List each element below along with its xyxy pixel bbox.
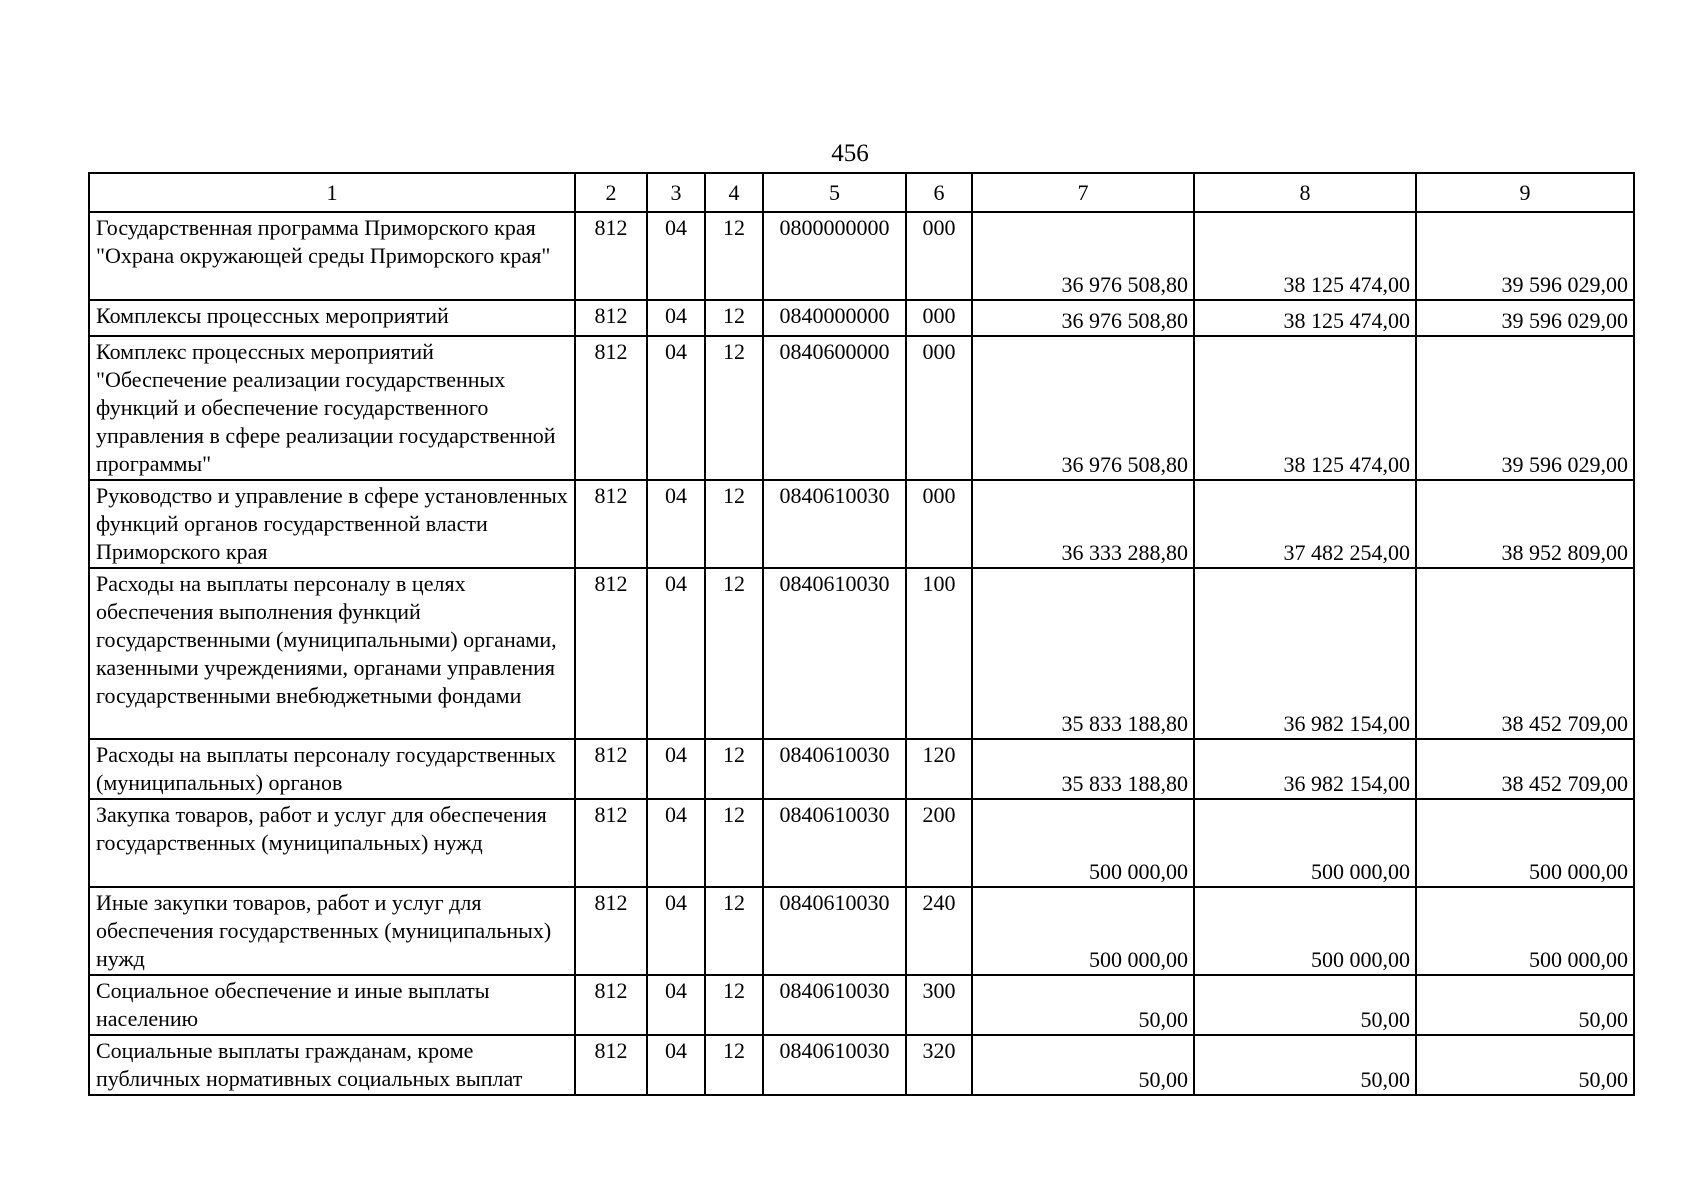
- row-amount-9: 39 596 029,00: [1416, 300, 1634, 336]
- row-gr: 812: [575, 480, 647, 568]
- row-vr: 300: [906, 975, 972, 1035]
- budget-table: [88, 172, 1635, 1096]
- row-amount-9: 38 452 709,00: [1416, 739, 1634, 799]
- row-amount-8: 38 125 474,00: [1194, 336, 1416, 480]
- row-pr: 12: [705, 300, 763, 336]
- table-row: [89, 480, 1634, 568]
- column-header-6: 6: [906, 173, 972, 212]
- row-amount-7: 50,00: [972, 975, 1194, 1035]
- header-row: [89, 173, 1634, 212]
- column-header-9: 9: [1416, 173, 1634, 212]
- row-amount-7: 36 976 508,80: [972, 212, 1194, 300]
- row-amount-7: 50,00: [972, 1035, 1194, 1095]
- row-amount-9: 50,00: [1416, 1035, 1634, 1095]
- row-csr: 0840600000: [763, 336, 906, 480]
- row-gr: 812: [575, 212, 647, 300]
- row-pr: 12: [705, 212, 763, 300]
- row-gr: 812: [575, 336, 647, 480]
- row-gr: 812: [575, 975, 647, 1035]
- row-amount-7: 36 976 508,80: [972, 336, 1194, 480]
- row-rz: 04: [647, 300, 705, 336]
- row-rz: 04: [647, 1035, 705, 1095]
- row-amount-8: 50,00: [1194, 1035, 1416, 1095]
- row-vr: 320: [906, 1035, 972, 1095]
- row-amount-8: 500 000,00: [1194, 799, 1416, 887]
- row-amount-8: 36 982 154,00: [1194, 739, 1416, 799]
- row-name: Закупка товаров, работ и услуг для обеспечения государственных (муниципальных) нужд: [89, 799, 575, 887]
- row-amount-7: 36 333 288,80: [972, 480, 1194, 568]
- row-gr: 812: [575, 1035, 647, 1095]
- row-amount-8: 500 000,00: [1194, 887, 1416, 975]
- row-pr: 12: [705, 336, 763, 480]
- table-row: [89, 336, 1634, 480]
- row-csr: 0840610030: [763, 568, 906, 739]
- row-gr: 812: [575, 799, 647, 887]
- row-amount-7: 36 976 508,80: [972, 300, 1194, 336]
- row-name: Комплексы процессных мероприятий: [89, 300, 575, 336]
- column-header-5: 5: [763, 173, 906, 212]
- row-gr: 812: [575, 568, 647, 739]
- row-rz: 04: [647, 568, 705, 739]
- column-header-3: 3: [647, 173, 705, 212]
- row-rz: 04: [647, 975, 705, 1035]
- row-csr: 0800000000: [763, 212, 906, 300]
- row-vr: 100: [906, 568, 972, 739]
- row-rz: 04: [647, 799, 705, 887]
- row-rz: 04: [647, 887, 705, 975]
- column-header-2: 2: [575, 173, 647, 212]
- row-pr: 12: [705, 480, 763, 568]
- row-vr: 000: [906, 300, 972, 336]
- row-name: Социальные выплаты гражданам, кроме публичных нормативных социальных выплат: [89, 1035, 575, 1095]
- table-row: [89, 568, 1634, 739]
- row-vr: 200: [906, 799, 972, 887]
- row-name: Расходы на выплаты персоналу государственных (муниципальных) органов: [89, 739, 575, 799]
- row-gr: 812: [575, 887, 647, 975]
- row-name: Иные закупки товаров, работ и услуг для обеспечения государственных (муниципальных) нужд: [89, 887, 575, 975]
- row-amount-9: 500 000,00: [1416, 887, 1634, 975]
- row-vr: 240: [906, 887, 972, 975]
- row-pr: 12: [705, 975, 763, 1035]
- table-row: [89, 1035, 1634, 1095]
- row-pr: 12: [705, 799, 763, 887]
- row-amount-9: 38 452 709,00: [1416, 568, 1634, 739]
- row-rz: 04: [647, 336, 705, 480]
- row-pr: 12: [705, 887, 763, 975]
- page-number: 456: [831, 140, 869, 167]
- row-amount-9: 500 000,00: [1416, 799, 1634, 887]
- row-csr: 0840610030: [763, 975, 906, 1035]
- row-gr: 812: [575, 739, 647, 799]
- column-header-1: 1: [89, 173, 575, 212]
- row-pr: 12: [705, 568, 763, 739]
- table-row: [89, 887, 1634, 975]
- row-name: Социальное обеспечение и иные выплаты населению: [89, 975, 575, 1035]
- row-amount-9: 50,00: [1416, 975, 1634, 1035]
- column-header-8: 8: [1194, 173, 1416, 212]
- row-amount-7: 35 833 188,80: [972, 739, 1194, 799]
- row-rz: 04: [647, 480, 705, 568]
- row-name: Комплекс процессных мероприятий "Обеспечение реализации государственных функций и обеспечение государственного управления в сфере реализации государственной программы": [89, 336, 575, 480]
- row-rz: 04: [647, 212, 705, 300]
- column-header-7: 7: [972, 173, 1194, 212]
- row-pr: 12: [705, 1035, 763, 1095]
- table-row: [89, 212, 1634, 300]
- row-amount-9: 39 596 029,00: [1416, 212, 1634, 300]
- row-pr: 12: [705, 739, 763, 799]
- row-csr: 0840610030: [763, 1035, 906, 1095]
- row-rz: 04: [647, 739, 705, 799]
- row-amount-8: 36 982 154,00: [1194, 568, 1416, 739]
- row-csr: 0840000000: [763, 300, 906, 336]
- row-amount-7: 35 833 188,80: [972, 568, 1194, 739]
- row-amount-7: 500 000,00: [972, 887, 1194, 975]
- table-row: [89, 739, 1634, 799]
- row-amount-8: 38 125 474,00: [1194, 212, 1416, 300]
- table-row: [89, 799, 1634, 887]
- row-csr: 0840610030: [763, 739, 906, 799]
- column-header-4: 4: [705, 173, 763, 212]
- row-amount-8: 50,00: [1194, 975, 1416, 1035]
- row-amount-8: 37 482 254,00: [1194, 480, 1416, 568]
- row-vr: 120: [906, 739, 972, 799]
- row-amount-7: 500 000,00: [972, 799, 1194, 887]
- row-vr: 000: [906, 480, 972, 568]
- table-row: [89, 975, 1634, 1035]
- row-vr: 000: [906, 212, 972, 300]
- table-row: [89, 300, 1634, 336]
- row-csr: 0840610030: [763, 480, 906, 568]
- row-vr: 000: [906, 336, 972, 480]
- row-name: Расходы на выплаты персоналу в целях обеспечения выполнения функций государственными (муниципальными) органами, казенными учреждениями, органами управления государственными внебюджетными фондами: [89, 568, 575, 739]
- row-amount-8: 38 125 474,00: [1194, 300, 1416, 336]
- row-csr: 0840610030: [763, 887, 906, 975]
- row-amount-9: 38 952 809,00: [1416, 480, 1634, 568]
- row-name: Государственная программа Приморского края "Охрана окружающей среды Приморского края": [89, 212, 575, 300]
- row-csr: 0840610030: [763, 799, 906, 887]
- row-gr: 812: [575, 300, 647, 336]
- row-name: Руководство и управление в сфере установленных функций органов государственной власти Приморского края: [89, 480, 575, 568]
- row-amount-9: 39 596 029,00: [1416, 336, 1634, 480]
